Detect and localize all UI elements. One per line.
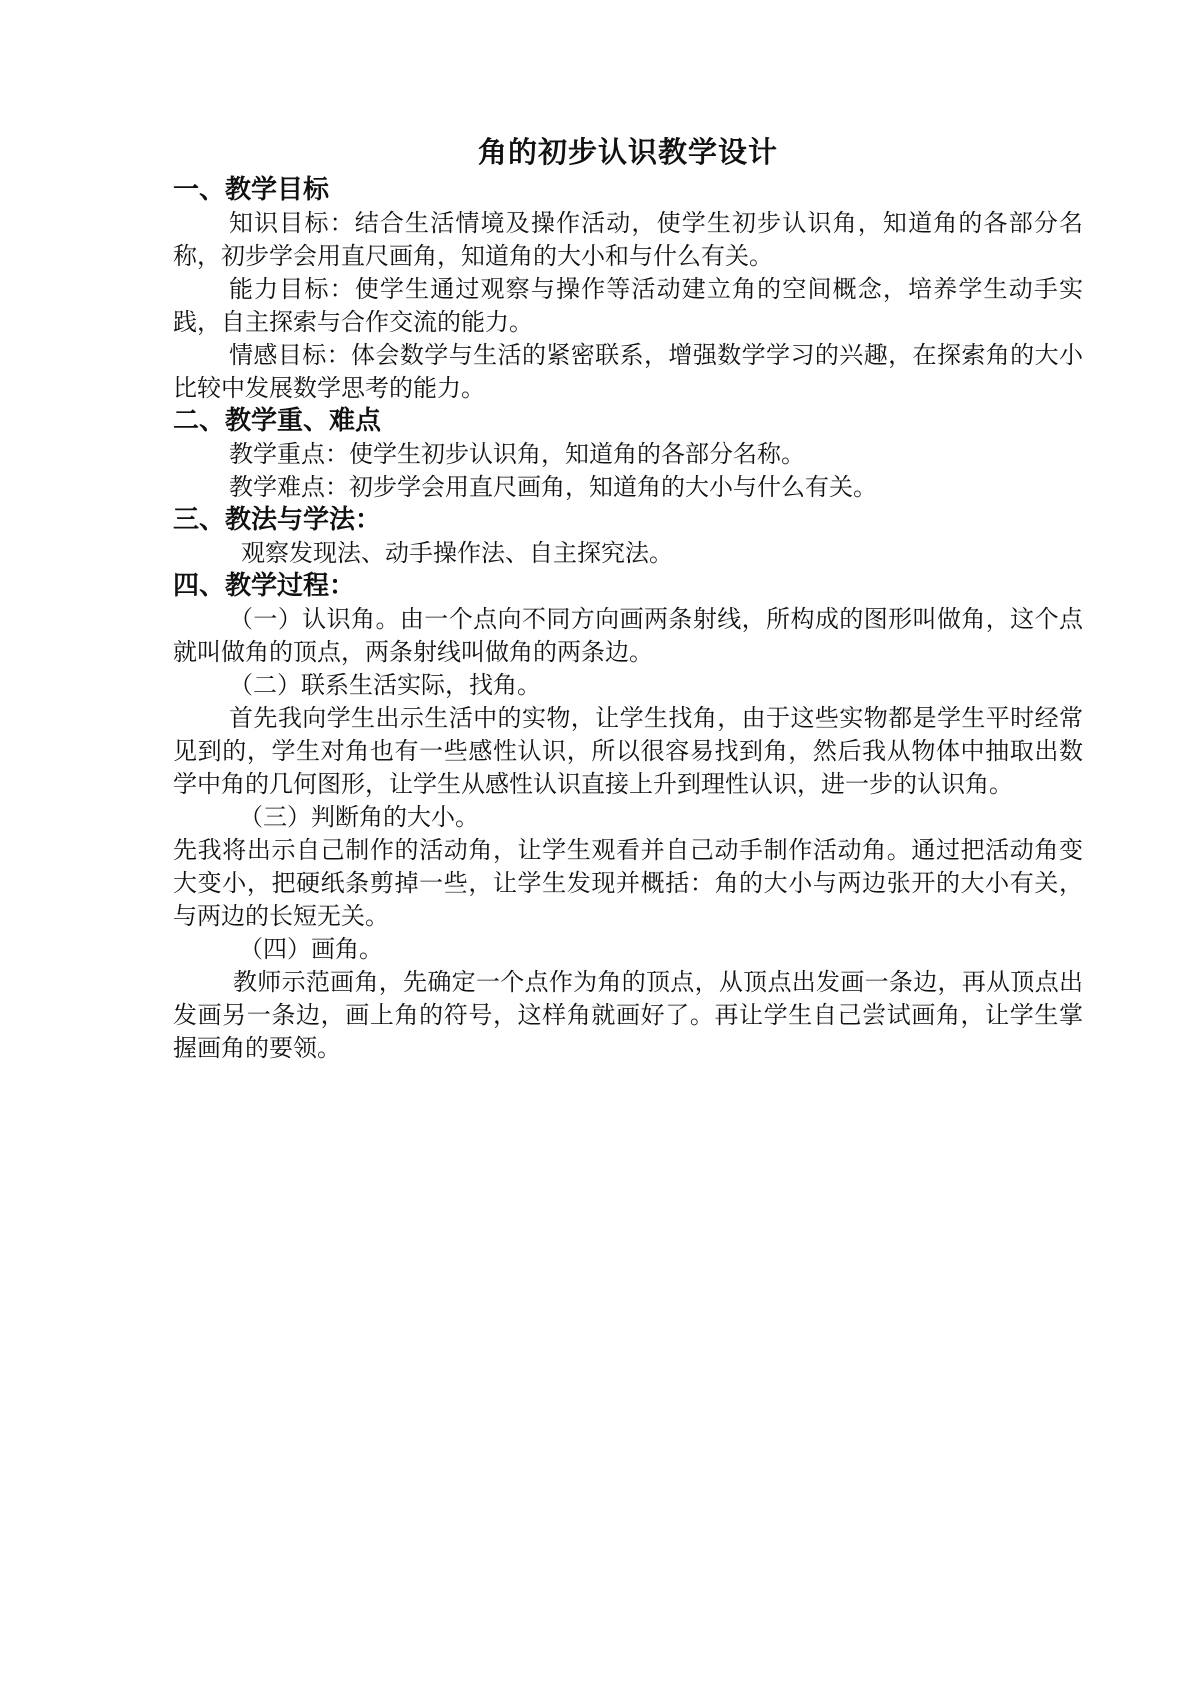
paragraph-step-3: （三）判断角的大小。 (239, 803, 479, 831)
paragraph-knowledge-goal: 知识目标：结合生活情境及操作活动，使学生初步认识角，知道角的各部分名称，初步学会用直尺画角，知道角的大小和与什么有关。 (173, 209, 1083, 270)
paragraph-key-point: 教学重点：使学生初步认识角，知道角的各部分名称。 (229, 440, 805, 468)
paragraph-methods: 观察发现法、动手操作法、自主探究法。 (241, 539, 673, 567)
section-heading-process: 四、教学过程： (173, 571, 356, 601)
section-heading-key-points: 二、教学重、难点 (173, 406, 382, 436)
paragraph-step-4-detail: 教师示范画角，先确定一个点作为角的顶点，从顶点出发画一条边，再从顶点出发画另一条边，画上角的符号，这样角就画好了。再让学生自己尝试画角，让学生掌握画角的要领。 (173, 968, 1083, 1062)
document-page (173, 130, 1083, 1065)
section-heading-objectives: 一、教学目标 (173, 175, 330, 205)
paragraph-step-2-detail: 首先我向学生出示生活中的实物，让学生找角，由于这些实物都是学生平时经常见到的，学生对角也有一些感性认识，所以很容易找到角，然后我从物体中抽取出数学中角的几何图形，让学生从感性认识直接上升到理性认识，进一步的认识角。 (173, 704, 1083, 798)
paragraph-step-1: （一）认识角。由一个点向不同方向画两条射线，所构成的图形叫做角，这个点就叫做角的顶点，两条射线叫做角的两条边。 (173, 605, 1083, 666)
paragraph-step-2: （二）联系生活实际，找角。 (229, 671, 541, 699)
section-heading-methods: 三、教法与学法： (173, 505, 382, 535)
paragraph-difficult-point: 教学难点：初步学会用直尺画角，知道角的大小与什么有关。 (229, 473, 877, 501)
paragraph-ability-goal: 能力目标：使学生通过观察与操作等活动建立角的空间概念，培养学生动手实践，自主探索与合作交流的能力。 (173, 275, 1083, 336)
paragraph-step-3-detail: 先我将出示自己制作的活动角，让学生观看并自己动手制作活动角。通过把活动角变大变小，把硬纸条剪掉一些，让学生发现并概括：角的大小与两边张开的大小有关，与两边的长短无关。 (173, 836, 1083, 930)
document-title: 角的初步认识教学设计 (477, 135, 778, 169)
paragraph-step-4: （四）画角。 (239, 935, 383, 963)
paragraph-emotion-goal: 情感目标：体会数学与生活的紧密联系，增强数学学习的兴趣，在探索角的大小比较中发展数学思考的能力。 (173, 341, 1083, 402)
